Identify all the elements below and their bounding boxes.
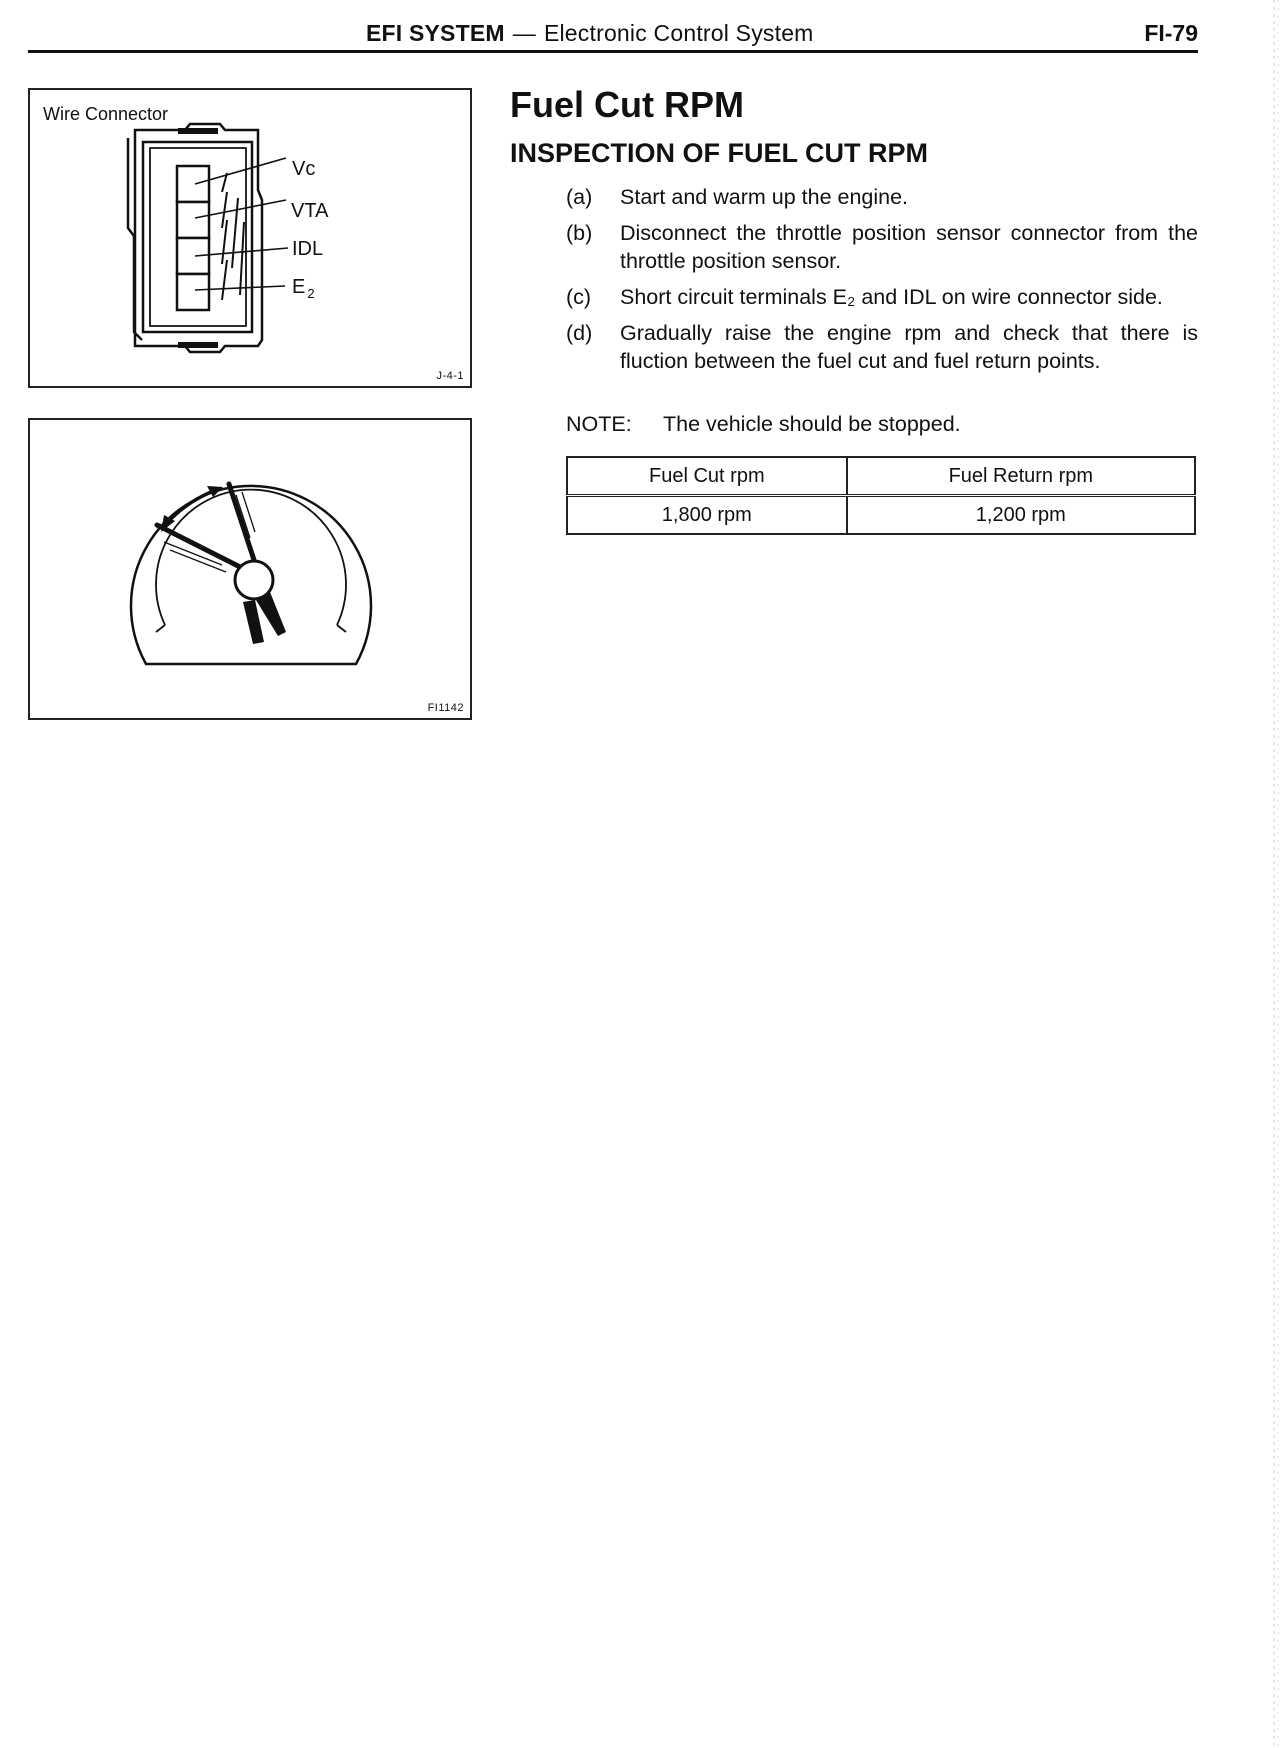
connector-cavities <box>177 166 209 310</box>
header-title <box>366 20 814 47</box>
lead-wires <box>222 173 244 300</box>
note-text: The vehicle should be stopped. <box>663 412 961 436</box>
subsection-title: INSPECTION OF FUEL CUT RPM <box>510 138 929 168</box>
step-text: Short circuit terminals E₂ and IDL on wire connector side. <box>620 285 1163 309</box>
step-label: (c) <box>566 285 592 309</box>
tachometer-diagram <box>30 420 470 718</box>
figure-code: FI1142 <box>427 702 464 714</box>
step-label: (d) <box>566 321 593 345</box>
terminal-label-e2: E $_2$ <box>292 276 315 301</box>
needle-swing-arrow <box>166 490 216 524</box>
rpm-spec-table <box>566 456 1196 535</box>
step-item <box>566 219 1198 275</box>
connector-latch-top <box>178 128 218 134</box>
header-section: Electronic Control System <box>543 20 814 46</box>
note <box>566 412 961 437</box>
table-cell: 1,200 rpm <box>847 496 1195 535</box>
step-item <box>566 183 1198 211</box>
terminal-label-vc: Vc <box>292 158 316 180</box>
table-row <box>567 496 1195 535</box>
scan-edge-artifact <box>1266 0 1280 1748</box>
step-text: Disconnect the throttle position sensor connector from the throttle position sensor. <box>620 221 1198 273</box>
note-label: NOTE: <box>566 412 632 436</box>
page-number: FI-79 <box>1144 20 1198 46</box>
gauge-hub <box>235 561 273 599</box>
header-rule <box>28 50 1198 53</box>
step-label: (b) <box>566 221 593 245</box>
step-text: Start and warm up the engine. <box>620 185 909 209</box>
wire-connector-figure <box>28 88 472 388</box>
table-header-cell: Fuel Cut rpm <box>567 457 847 496</box>
procedure-steps <box>566 183 1198 383</box>
needle-motion-lines <box>164 492 255 572</box>
terminal-label-idl: IDL <box>292 238 324 260</box>
step-item <box>566 319 1198 375</box>
connector-latch-bottom <box>178 342 218 348</box>
header-separator: — <box>512 20 536 46</box>
table-header-row <box>567 457 1195 496</box>
step-item <box>566 283 1198 311</box>
terminal-label-vta: VTA <box>291 200 329 222</box>
table-cell: 1,800 rpm <box>567 496 847 535</box>
figure-code: J-4-1 <box>436 370 464 382</box>
table-header-cell: Fuel Return rpm <box>847 457 1195 496</box>
section-title: Fuel Cut RPM <box>510 84 744 125</box>
step-label: (a) <box>566 185 593 209</box>
header-system: EFI SYSTEM <box>366 20 505 46</box>
figure-caption: Wire Connector <box>43 104 169 124</box>
wire-connector-diagram <box>30 90 470 386</box>
gauge-needle-up <box>229 484 256 566</box>
gauge-needle-left <box>157 525 246 570</box>
tachometer-figure <box>28 418 472 720</box>
step-text: Gradually raise the engine rpm and check that there is fluction between the fuel cut and fuel return points. <box>620 321 1198 373</box>
